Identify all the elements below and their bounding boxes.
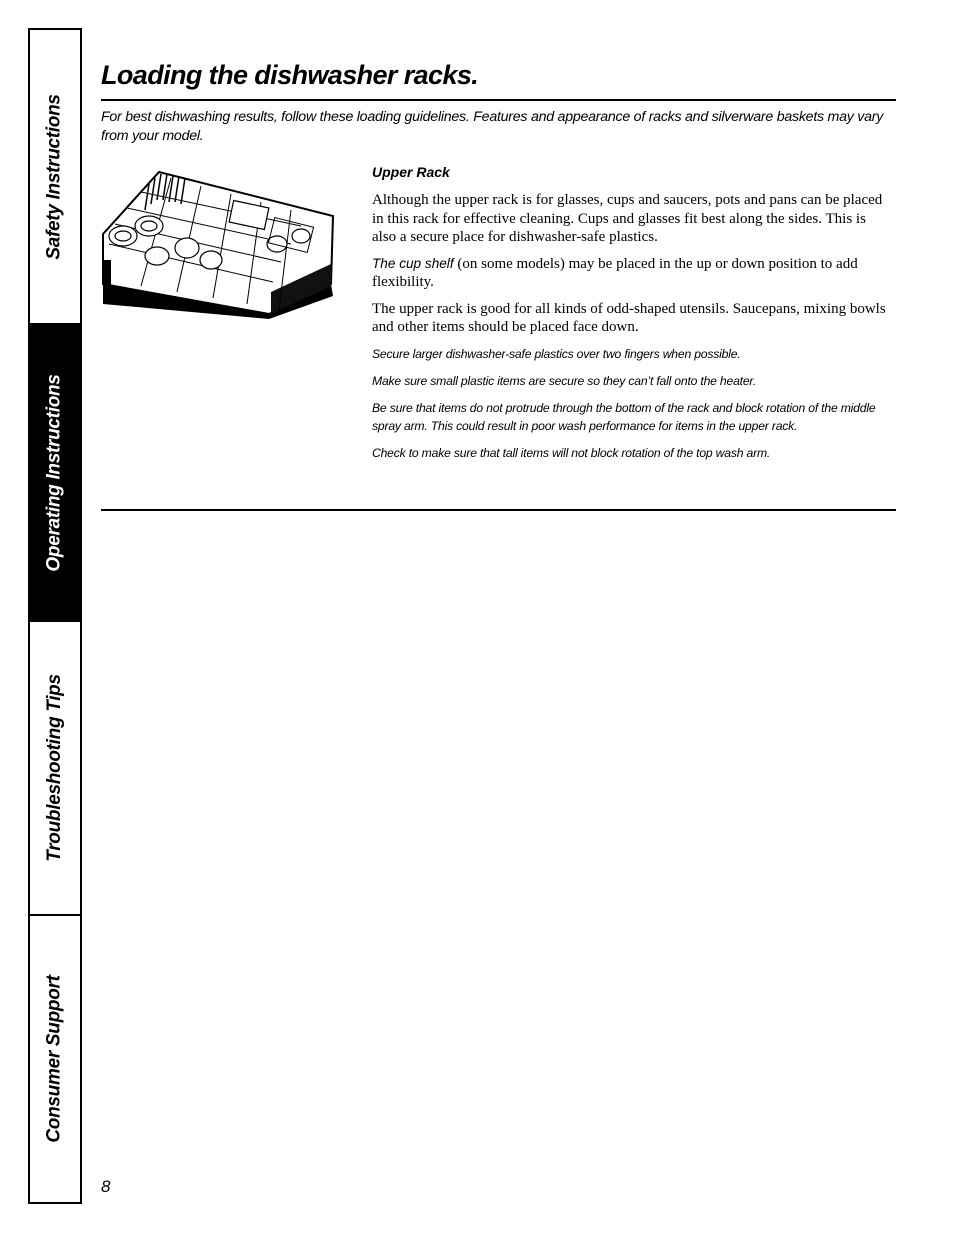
page-title: Loading the dishwasher racks.	[101, 60, 479, 90]
tab-label: Troubleshooting Tips	[44, 674, 65, 862]
tab-safety-instructions[interactable]	[30, 30, 80, 323]
side-tab-strip	[28, 28, 82, 1204]
tab-operating-instructions[interactable]	[30, 323, 80, 620]
tab-consumer-support[interactable]	[30, 914, 80, 1202]
cup-shelf-para	[372, 255, 892, 292]
title-rule	[101, 99, 896, 101]
upper-rack-para-3: The upper rack is good for all kinds of odd-shaped utensils. Saucepans, mixing bowls and other items should be placed face down.	[372, 300, 886, 335]
intro-text: For best dishwashing results, follow these loading guidelines. Features and appearance of racks and silverware baskets may vary from your model.	[101, 109, 884, 144]
upper-rack-section	[372, 162, 892, 471]
upper-rack-illustration	[101, 164, 336, 319]
tab-troubleshooting-tips[interactable]	[30, 620, 80, 914]
tab-label: Consumer Support	[44, 975, 66, 1143]
note-item: Check to make sure that tall items will not block rotation of the top wash arm.	[372, 445, 771, 460]
section-rule	[101, 509, 896, 511]
section-heading-upper-rack: Upper Rack	[372, 164, 450, 180]
note-item: Secure larger dishwasher-safe plastics over two fingers when possible.	[372, 346, 741, 361]
tab-label: Safety Instructions	[44, 93, 65, 260]
note-item: Make sure small plastic items are secure so they can’t fall onto the heater.	[372, 373, 757, 388]
page-number: 8	[101, 1177, 111, 1196]
note-item: Be sure that items do not protrude through the bottom of the rack and block rotation of the middle spray arm. This could result in poor wash performance for items in the upper rack.	[372, 400, 876, 433]
tab-label: Operating Instructions	[44, 373, 66, 572]
cup-shelf-term: The cup shelf	[372, 255, 454, 271]
upper-rack-para-1: Although the upper rack is for glasses, cups and saucers, pots and pans can be placed in this rack for effective cleaning. Cups and glasses fit best along the sides. This is also a secure place for dishwasher-safe plastics.	[372, 192, 883, 245]
cup-shelf-text: (on some models) may be placed in the up or down position to add flexibility.	[372, 255, 858, 290]
